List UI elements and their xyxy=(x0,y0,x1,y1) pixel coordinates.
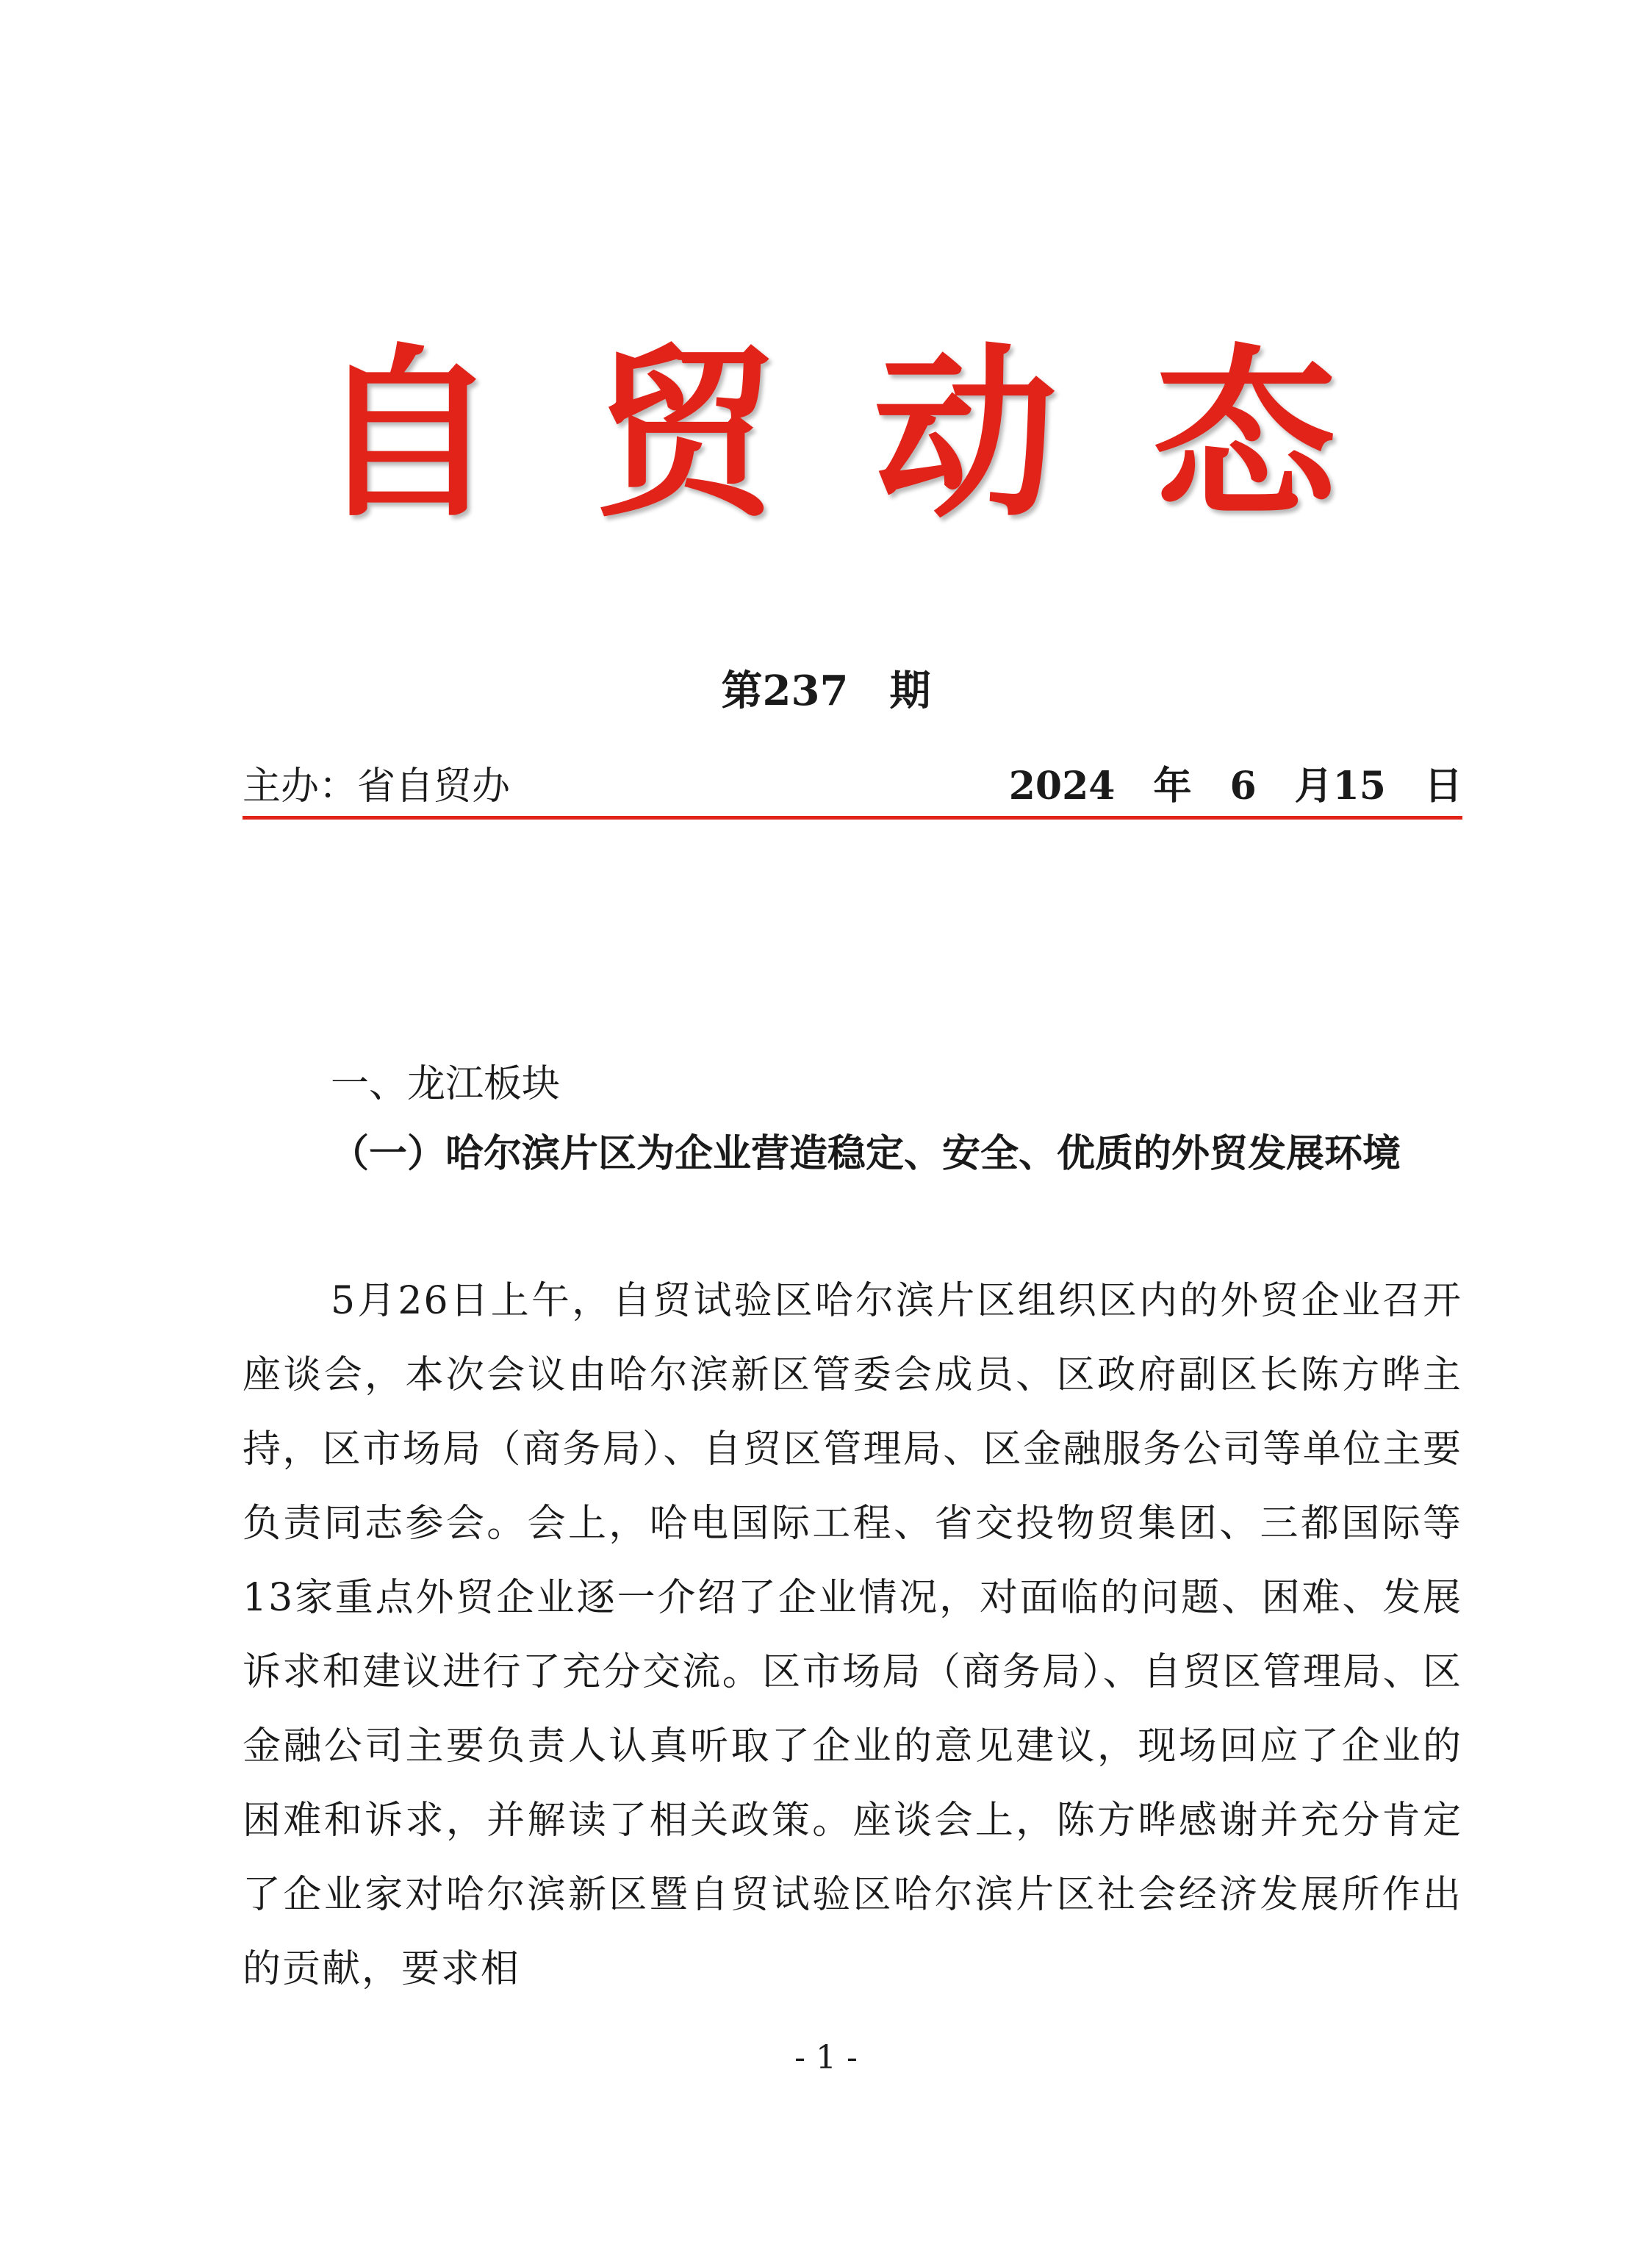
meta-row xyxy=(243,757,1462,816)
masthead-title: 自贸动态 xyxy=(315,326,1432,542)
sponsor-label: 主办：省自贸办 xyxy=(243,764,511,809)
page-number: - 1 - xyxy=(794,2039,858,2076)
article-paragraph: 5月26日上午，自贸试验区哈尔滨片区组织区内的外贸企业召开座谈会，本次会议由哈尔滨新区管委会成员、区政府副区长陈方晔主持，区市场局（商务局）、自贸区管理局、区金融服务公司等单位主要负责同志参会。会上，哈电国际工程、省交投物贸集团、三都国际等13家重点外贸企业逐一介绍了企业情况，对面临的问题、困难、发展诉求和建议进行了充分交流。区市场局（商务局）、自贸区管理局、区金融公司主要负责人认真听取了企业的意见建议，现场回应了企业的困难和诉求，并解读了相关政策。座谈会上，陈方晔感谢并充分肯定了企业家对哈尔滨新区暨自贸试验区哈尔滨片区社会经济发展所作出的贡献，要求相 xyxy=(243,1279,1462,1991)
issue-number: 第237 期 xyxy=(721,667,931,715)
red-divider xyxy=(243,816,1462,820)
publish-date: 2024 年 6 月15 日 xyxy=(1008,764,1462,809)
article-subheading: （一）哈尔滨片区为企业营造稳定、安全、优质的外贸发展环境 xyxy=(331,1131,1401,1176)
section-heading: 一、龙江板块 xyxy=(331,1062,561,1106)
